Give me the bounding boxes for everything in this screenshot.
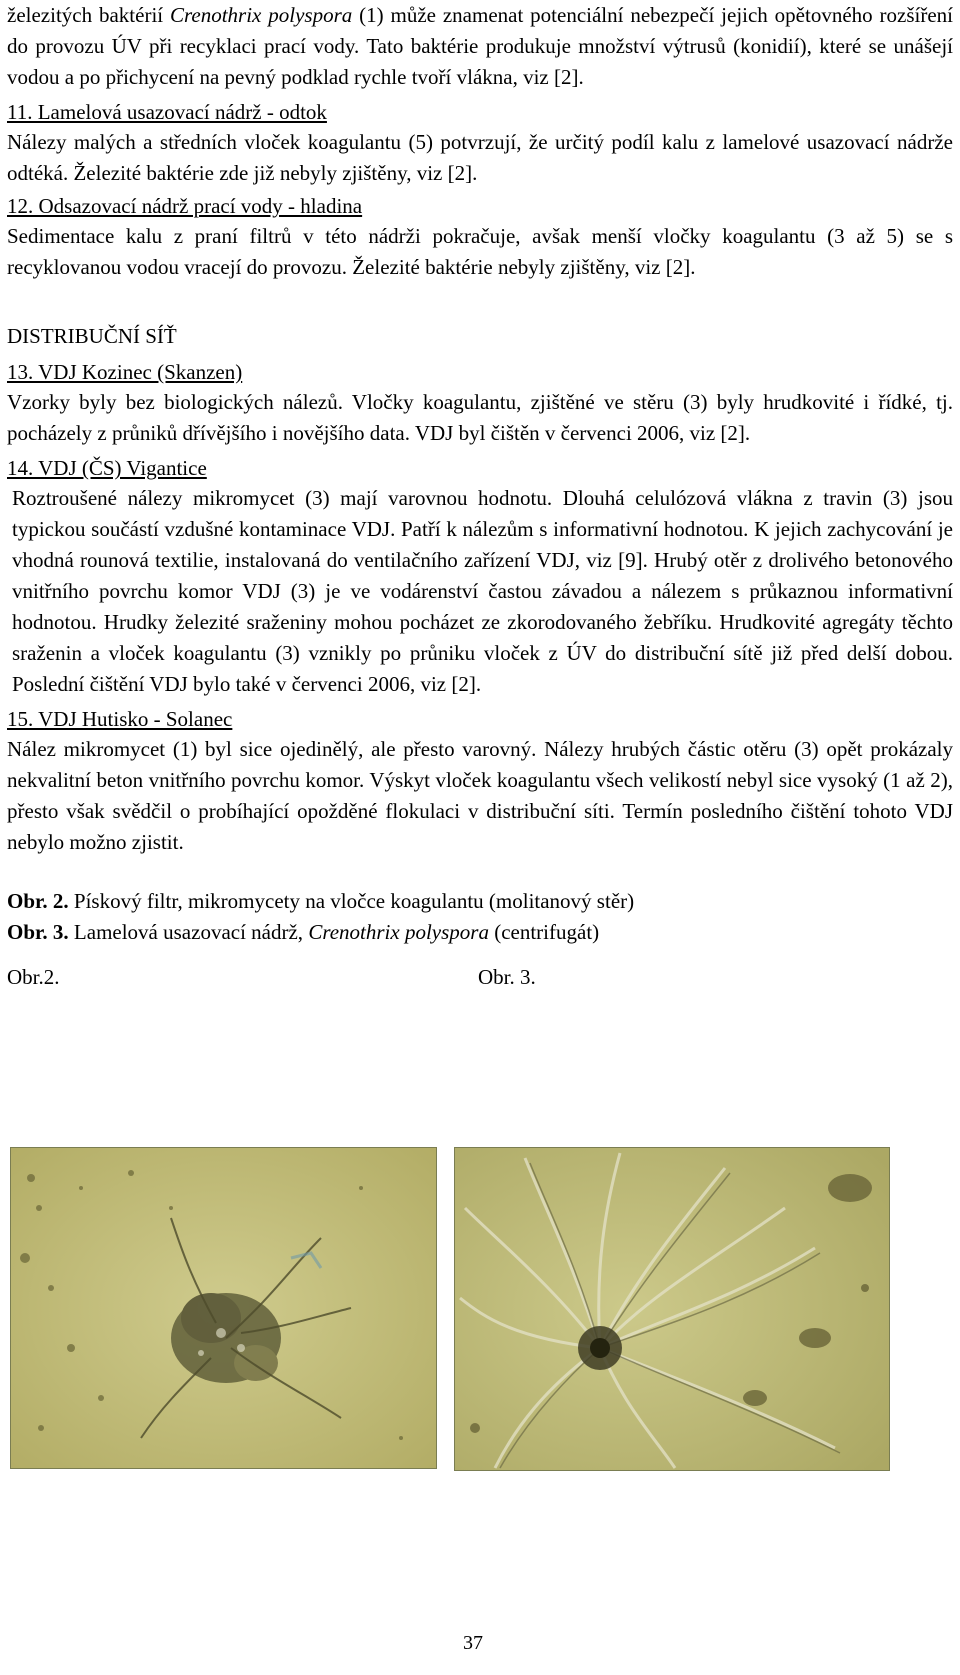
section-13-body: Vzorky byly bez biologických nálezů. Vločky koagulantu, zjištěné ve stěru (3) byly hrudkovité i řídké, tj. pocházely z průniků dřívějšího i novějšího data. VDJ byl čištěn v červenci 2006, viz [2]. bbox=[7, 390, 953, 445]
caption-text-continued: (centrifugát) bbox=[488, 920, 600, 944]
intro-paragraph bbox=[7, 0, 953, 93]
intro-text: železitých baktérií bbox=[7, 3, 170, 27]
caption-label: Obr. 3. bbox=[7, 920, 69, 944]
species-name: Crenothrix polyspora bbox=[308, 920, 489, 944]
intro-text-continued: (1) může znamenat potenciální nebezpečí jejich opětovného rozšíření do provozu ÚV při recyklaci prací vody. Tato baktérie produkuje množství výtrusů (konidií), které se unášejí vodou a po přichycení na pevný podklad rychle tvoří vlákna, viz [2]. bbox=[7, 3, 953, 89]
species-name: Crenothrix polyspora bbox=[170, 3, 353, 27]
section-14-body: Roztroušené nálezy mikromycet (3) mají varovnou hodnotu. Dlouhá celulózová vlákna z travin (3) jsou typickou součástí vzdušné kontaminace VDJ. Patří k nálezům s informativní hodnotou. K jejich zachycování je vhodná rounová textilie, instalovaná do ventilačního zařízení VDJ, viz [9]. Hrubý otěr z drolivého betonového vnitřního povrchu komor VDJ (3) je ve vodárenství častou závadou a nálezem s průkaznou informativní hodnotou. Hrudky železité sraženiny mohou pocházet ze zkorodovaného žebříku. Hrudkovité agregáty těchto sraženin a vloček koagulantu (3) vznikly po průniku vloček z ÚV do distribuční sítě již před delší dobou. Poslední čištění VDJ bylo také v červenci 2006, viz [2]. bbox=[12, 486, 953, 696]
distribution-section-title: DISTRIBUČNÍ SÍŤ bbox=[7, 324, 177, 348]
page-number: 37 bbox=[463, 1632, 483, 1654]
caption-label: Obr. 2. bbox=[7, 889, 69, 913]
micrograph-obr-3 bbox=[455, 1148, 889, 1470]
figure-obr-2-image bbox=[10, 1147, 437, 1469]
figure-obr-3-image bbox=[454, 1147, 890, 1471]
section-15-heading: 15. VDJ Hutisko - Solanec bbox=[7, 707, 233, 731]
figure-labels bbox=[7, 962, 953, 996]
section-11-body: Nálezy malých a středních vloček koagulantu (5) potvrzují, že určitý podíl kalu z lamelové usazovací nádrže odtéká. Železité baktérie zde již nebyly zjištěny, viz [2]. bbox=[7, 130, 953, 185]
document-page bbox=[7, 0, 953, 996]
section-15-body: Nález mikromycet (1) byl sice ojedinělý, ale přesto varovný. Nálezy hrubých částic otěru (3) opět prokázaly nekvalitní beton vnitřního povrchu komor. Výskyt vloček koagulantu všech velikostí nebyl sice vysoký (1 až 2), přesto však svědčil o probíhající opožděné flokulaci v distribuční síti. Termín posledního čištění tohoto VDJ nebylo možno zjistit. bbox=[7, 737, 953, 854]
section-13-heading: 13. VDJ Kozinec (Skanzen) bbox=[7, 360, 243, 384]
figure-right-label: Obr. 3. bbox=[478, 965, 536, 989]
section-12-heading: 12. Odsazovací nádrž prací vody - hladina bbox=[7, 194, 363, 218]
caption-text: Pískový filtr, mikromycety na vločce koagulantu (molitanový stěr) bbox=[68, 889, 635, 913]
section-11-heading: 11. Lamelová usazovací nádrž - odtok bbox=[7, 100, 327, 124]
caption-obr-2 bbox=[7, 886, 953, 917]
section-12-body: Sedimentace kalu z praní filtrů v této nádrži pokračuje, avšak menší vločky koagulantu (3 až 5) se s recyklovanou vodou vracejí do provozu. Železité baktérie nebyly zjištěny, viz [2]. bbox=[7, 224, 953, 279]
micrograph-obr-2 bbox=[11, 1148, 436, 1468]
caption-text: Lamelová usazovací nádrž, bbox=[68, 920, 309, 944]
caption-obr-3 bbox=[7, 917, 953, 948]
section-14-heading: 14. VDJ (ČS) Vigantice bbox=[7, 456, 207, 480]
figure-left-label: Obr.2. bbox=[7, 965, 60, 989]
